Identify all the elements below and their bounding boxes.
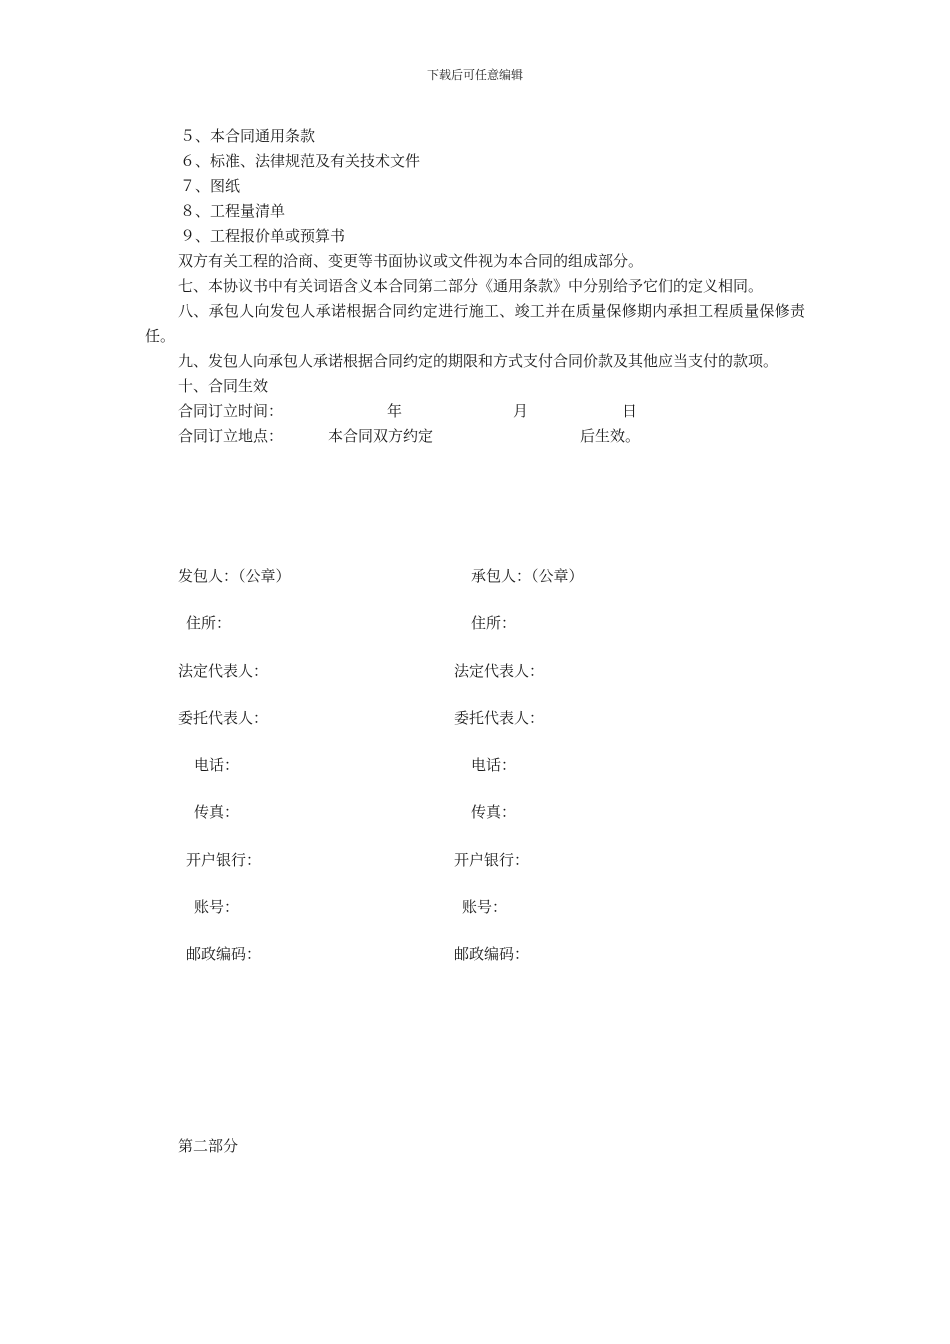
contractor-postcode-label: 邮政编码： — [454, 945, 530, 964]
clause-ten: 十、合同生效 — [178, 377, 269, 395]
clause-seven: 七、本协议书中有关词语含义本合同第二部分《通用条款》中分别给予它们的定义相同。 — [178, 277, 764, 295]
bank-row — [0, 849, 950, 896]
employer-phone-label: 电话： — [194, 756, 240, 775]
list-item: ８、工程量清单 — [180, 202, 286, 220]
contract-body — [145, 124, 805, 449]
employer-bank-label: 开户银行： — [186, 850, 262, 869]
phone-row — [0, 754, 950, 801]
postcode-row — [0, 943, 950, 990]
address-row — [0, 612, 950, 659]
signing-date-row — [145, 399, 805, 424]
account-row — [0, 896, 950, 943]
signature-block — [0, 565, 950, 991]
list-item: ５、本合同通用条款 — [180, 127, 316, 145]
signing-month-label: 月 — [513, 402, 529, 420]
contractor-agent-label: 委托代表人： — [454, 708, 545, 727]
signing-time-label: 合同订立时间： — [178, 402, 284, 420]
clause-eight: 八、承包人向发包人承诺根据合同约定进行施工、竣工并在质量保修期内承担工程质量保修责任。 — [145, 302, 805, 345]
signing-place-value: 本合同双方约定 — [328, 427, 434, 445]
agent-row — [0, 707, 950, 754]
signing-year-label: 年 — [387, 402, 403, 420]
list-item: ７、图纸 — [180, 177, 241, 195]
signing-place-label: 合同订立地点： — [178, 427, 284, 445]
list-item: ６、标准、法律规范及有关技术文件 — [180, 152, 421, 170]
contractor-phone-label: 电话： — [471, 756, 517, 775]
contractor-address-label: 住所： — [471, 614, 517, 633]
legal-rep-row — [0, 660, 950, 707]
list-item: ９、工程报价单或预算书 — [180, 227, 346, 245]
employer-postcode-label: 邮政编码： — [186, 945, 262, 964]
clause-nine: 九、发包人向承包人承诺根据合同约定的期限和方式支付合同价款及其他应当支付的款项。 — [178, 352, 779, 370]
party-row — [0, 565, 950, 612]
employer-account-label: 账号： — [194, 898, 240, 917]
contractor-legal-rep-label: 法定代表人： — [454, 661, 545, 680]
contractor-party-label: 承包人：（公章） — [471, 567, 584, 585]
fax-row — [0, 801, 950, 848]
signing-day-label: 日 — [622, 402, 638, 420]
employer-fax-label: 传真： — [194, 803, 240, 822]
employer-legal-rep-label: 法定代表人： — [178, 661, 269, 680]
signing-place-row — [145, 424, 805, 449]
contractor-bank-label: 开户银行： — [454, 850, 530, 869]
page-header-note: 下载后可任意编辑 — [426, 68, 523, 82]
contractor-account-label: 账号： — [462, 898, 508, 917]
signing-effective-text: 后生效。 — [580, 427, 641, 445]
negotiation-paragraph: 双方有关工程的洽商、变更等书面协议或文件视为本合同的组成部分。 — [178, 252, 644, 270]
employer-address-label: 住所： — [186, 614, 232, 633]
employer-party-label: 发包人：（公章） — [178, 567, 291, 585]
employer-agent-label: 委托代表人： — [178, 708, 269, 727]
part-two-heading: 第二部分 — [178, 1137, 239, 1155]
contractor-fax-label: 传真： — [471, 803, 517, 822]
